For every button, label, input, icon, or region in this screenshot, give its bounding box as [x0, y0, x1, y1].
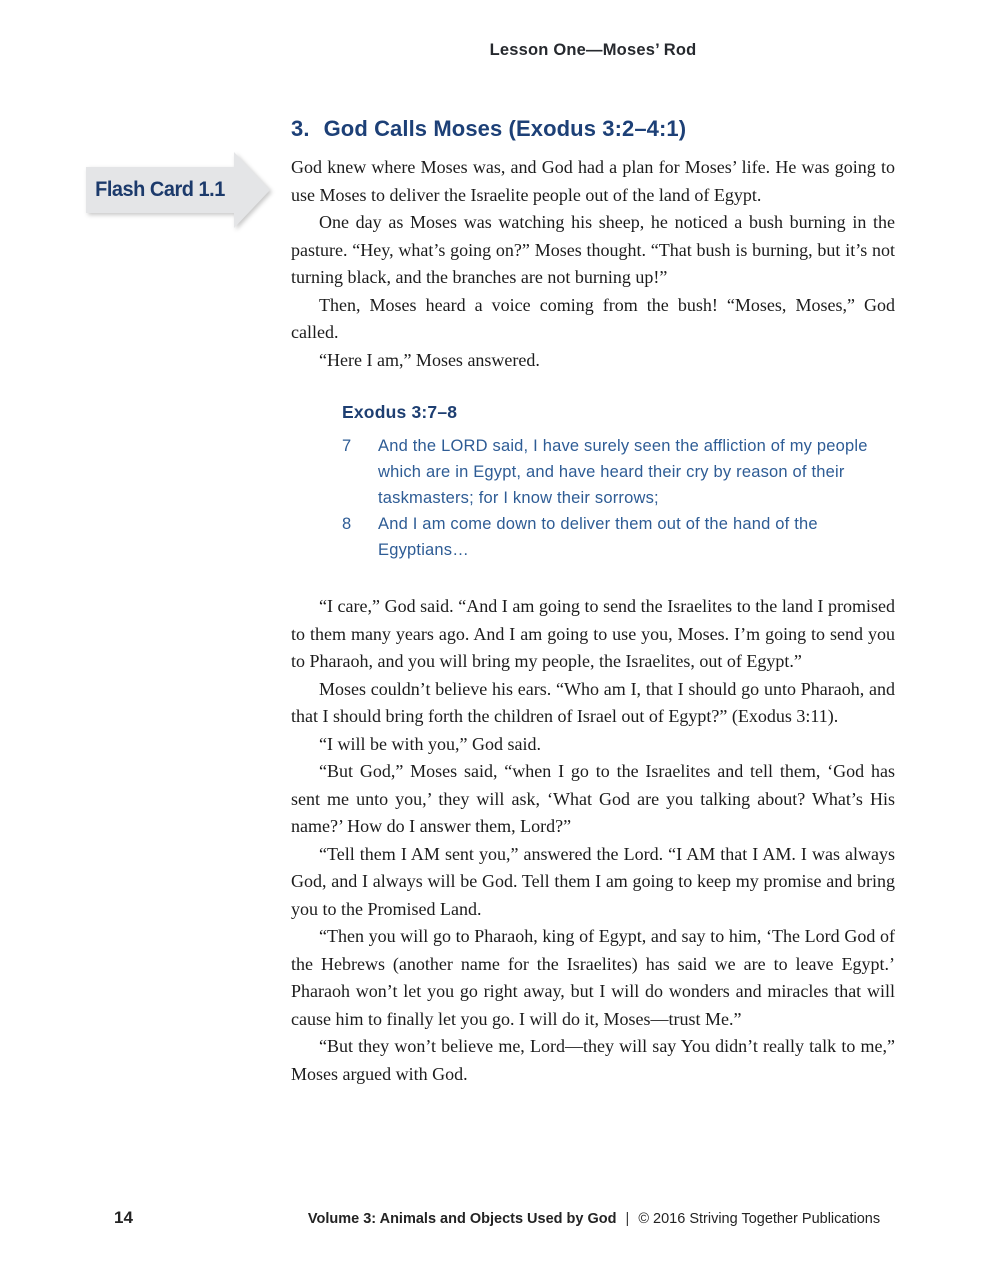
section-title: God Calls Moses (Exodus 3:2–4:1)	[323, 116, 687, 141]
paragraph: “Then you will go to Pharaoh, king of Egypt, and say to him, ‘The Lord God of the Hebrews (another name for the Israelites) has said we are to leave Egypt.’ Pharaoh won’t let you go right away, but I will do wonders and miracles that will cause him to finally let you go. I will do it, Moses—trust Me.”	[291, 926, 895, 1029]
verse-number: 7	[342, 437, 352, 455]
paragraph: Then, Moses heard a voice coming from the bush! “Moses, Moses,” God called.	[291, 294, 895, 342]
paragraph: One day as Moses was watching his sheep, he noticed a bush burning in the pasture. “Hey, what’s going on?” Moses thought. “That bush is burning, but it’s not turning black, and the branches are not burning up!”	[291, 212, 895, 287]
footer-volume: Volume 3: Animals and Objects Used by God	[307, 1211, 617, 1227]
footer-credit	[284, 1211, 904, 1227]
scripture-heading: Exodus 3:7–8	[342, 402, 458, 422]
paragraph: “Here I am,” Moses answered.	[319, 349, 540, 370]
scripture-verse	[342, 433, 895, 511]
verse-text: And the LORD said, I have surely seen the affliction of my people which are in Egypt, and have heard their cry by reason of their taskmasters; for I know their sorrows;	[378, 437, 868, 507]
footer-separator: |	[625, 1211, 630, 1227]
paragraph: “I care,” God said. “And I am going to send the Israelites to the land I promised to them many years ago. And I am going to use you, Moses. I’m going to send you to Pharaoh, and you will bring my people, the Israelites, out of Egypt.”	[291, 596, 895, 671]
paragraph: “But they won’t believe me, Lord—they will say You didn’t really talk to me,” Moses argued with God.	[291, 1036, 895, 1084]
scripture-verse	[342, 511, 895, 563]
section-number: 3.	[291, 116, 310, 141]
verse-number: 8	[342, 515, 352, 533]
verse-text: And I am come down to deliver them out of the hand of the Egyptians…	[378, 515, 818, 559]
main-text-column	[291, 115, 895, 1088]
page-number: 14	[114, 1208, 133, 1227]
paragraph: “But God,” Moses said, “when I go to the Israelites and tell them, ‘God has sent me unto you,’ they will ask, ‘What God are you talking about? What’s His name?’ How do I answer them, Lord?”	[291, 761, 895, 836]
section-heading	[291, 115, 895, 142]
paragraph: God knew where Moses was, and God had a plan for Moses’ life. He was going to use Moses to deliver the Israelite people out of the land of Egypt.	[291, 157, 895, 205]
flash-card-label: Flash Card 1.1	[95, 178, 225, 201]
flash-card-callout	[86, 152, 270, 228]
footer-copyright: © 2016 Striving Together Publications	[638, 1211, 881, 1227]
scripture-block	[342, 401, 895, 563]
paragraph: “I will be with you,” God said.	[319, 733, 541, 754]
paragraph: Moses couldn’t believe his ears. “Who am I, that I should go unto Pharaoh, and that I should bring forth the children of Israel out of Egypt?” (Exodus 3:11).	[291, 678, 895, 726]
paragraph: “Tell them I AM sent you,” answered the Lord. “I AM that I AM. I was always God, and I always will be God. Tell them I am going to keep my promise and bring you to the Promised Land.	[291, 843, 895, 919]
running-head: Lesson One—Moses’ Rod	[489, 41, 697, 59]
